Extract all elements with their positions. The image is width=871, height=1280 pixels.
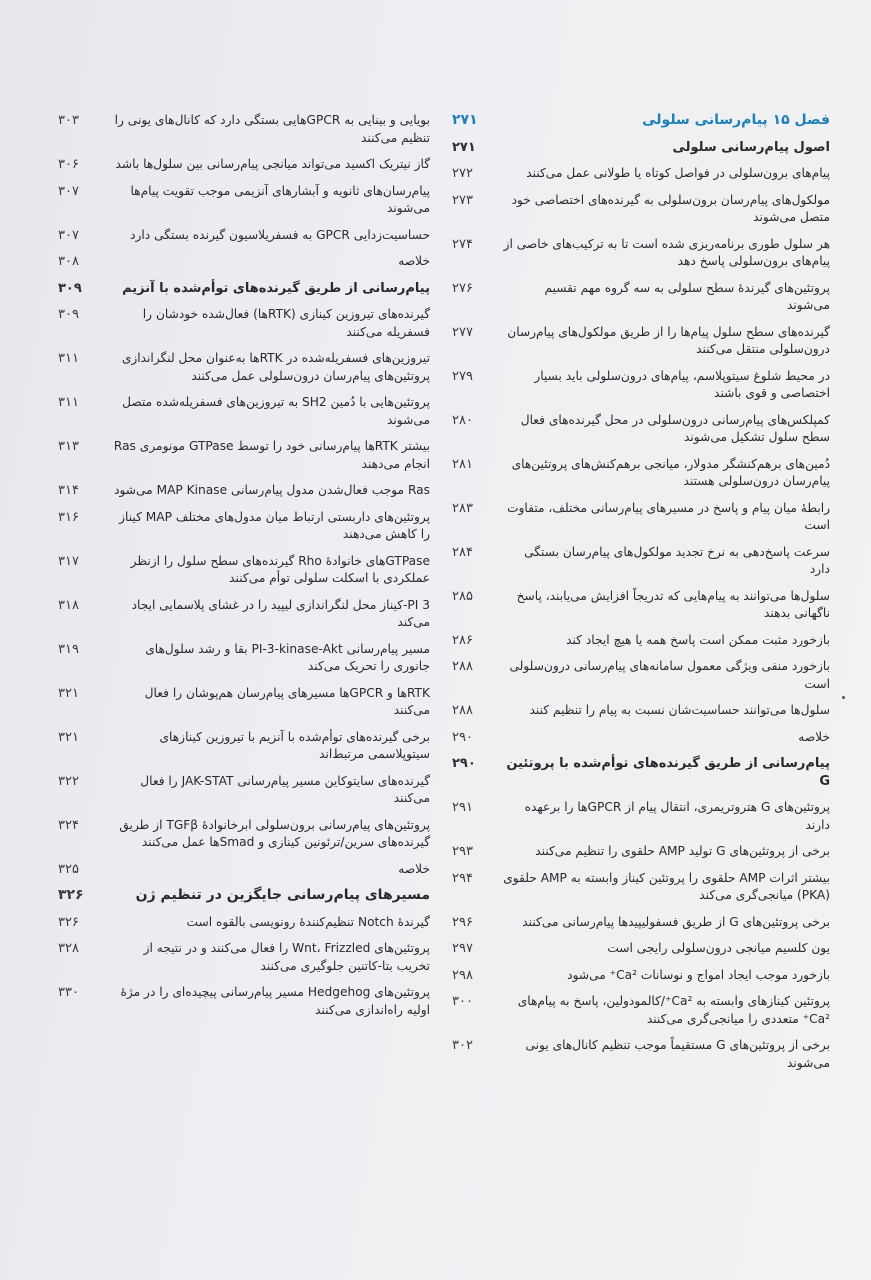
toc-page-number: ۲۹۸ <box>452 967 473 983</box>
toc-entry-title: سلول‌ها می‌توانند حساسیت‌شان نسبت به پیام را تنظیم کنند <box>529 703 830 717</box>
toc-page-number: ۳۱۷ <box>58 553 79 569</box>
toc-page-number: ۳۰۹ <box>58 307 79 322</box>
toc-page-number: ۲۷۱ <box>452 112 478 128</box>
toc-entry-title: مولکول‌های پیام‌رسان برون‌سلولی به گیرنده‌های اختصاصی خود متصل می‌شوند <box>511 192 830 224</box>
toc-entry <box>452 192 830 227</box>
toc-entry-title: پروتئین‌های گیرندهٔ سطح سلولی به سه گروه مهم تقسیم می‌شوند <box>544 280 830 312</box>
toc-entry <box>452 139 830 157</box>
toc-entry-title: حساسیت‌زدایی GPCR به فسفریلاسیون گیرنده بستگی دارد <box>130 227 430 242</box>
toc-page-number: ۲۸۱ <box>452 456 473 472</box>
toc-entry <box>58 597 430 632</box>
toc-entry <box>58 482 430 500</box>
toc-entry-title: پروتئین‌های G هتروتریمری، انتقال پیام از GPCRها را برعهده دارند <box>524 800 830 832</box>
toc-entry <box>452 632 830 650</box>
toc-page-number: ۳۰۹ <box>58 280 82 296</box>
toc-entry-title: رابطهٔ میان پیام و پاسخ در مسیرهای پیام‌رسانی مختلف، متفاوت است <box>507 500 830 532</box>
toc-entry <box>58 861 430 879</box>
toc-page-number: ۲۹۳ <box>452 844 473 859</box>
toc-entry-title: مسیرهای پیام‌رسانی جایگزین در تنظیم ژن <box>135 887 430 903</box>
toc-entry <box>58 227 430 245</box>
toc-page-number: ۳۱۶ <box>58 509 79 525</box>
toc-entry <box>452 368 830 403</box>
toc-entry <box>452 755 830 790</box>
toc-entry <box>452 280 830 315</box>
toc-page-number: ۳۱۱ <box>58 351 79 366</box>
toc-entry-title: بیشتر RTKها پیام‌رسانی خود را توسط GTPase مونومری Ras انجام می‌دهند <box>113 439 430 471</box>
toc-entry <box>58 438 430 473</box>
toc-entry <box>452 658 830 693</box>
toc-entry <box>58 183 430 218</box>
toc-entry-title: برخی از پروتئین‌های G مستقیماً موجب تنظیم کانال‌های یونی می‌شوند <box>525 1038 830 1070</box>
toc-entry-title: خلاصه <box>398 254 430 268</box>
toc-page-number: ۳۰۷ <box>58 227 79 243</box>
toc-page-number: ۳۲۸ <box>58 941 79 956</box>
toc-entry-title: سلول‌ها می‌توانند به پیام‌هایی که تدریجاً افزایش می‌یابند، پاسخ ناگهانی بدهند <box>516 588 830 620</box>
toc-entry-title: پروتئین‌های Wnt، Frizzled را فعال می‌کنند و در نتیجه از تخریب بتا-کاتنین جلوگیری می‌کنند <box>143 941 430 973</box>
toc-entry <box>452 236 830 271</box>
page-mark <box>842 696 845 699</box>
toc-entry-title: پروتئین کینازهای وابسته به Ca²⁺/کالمودولین، پاسخ به پیام‌های Ca²⁺ متعددی را میانجی‌گری می‌کنند <box>517 994 830 1026</box>
toc-page-number: ۲۷۷ <box>452 324 473 340</box>
toc-entry <box>452 914 830 932</box>
toc-page-number: ۲۸۰ <box>452 412 473 428</box>
toc-entry-title: پیام‌رسانی از طریق گیرنده‌های توأم‌شده با آنزیم <box>122 280 430 296</box>
toc-page-number: ۲۸۵ <box>452 588 473 604</box>
toc-entry <box>452 993 830 1028</box>
toc-entry-title: گاز نیتریک اکسید می‌تواند میانجی پیام‌رسانی بین سلول‌ها باشد <box>115 157 430 171</box>
toc-page-number: ۳۲۶ <box>58 887 84 903</box>
toc-entry <box>58 553 430 588</box>
toc-entry <box>452 588 830 623</box>
toc-page-number: ۲۸۸ <box>452 703 473 718</box>
toc-entry-title: پروتئین‌های پیام‌رسانی برون‌سلولی ابرخانوادهٔ TGFβ از طریق گیرنده‌های سرین/ترئونین کینازی و Smadها عمل می‌کنند <box>119 817 430 849</box>
toc-entry <box>58 887 430 905</box>
toc-entry-title: گیرندهٔ Notch تنظیم‌کنندهٔ رونویسی بالقوه است <box>186 914 430 929</box>
toc-page-number: ۲۸۸ <box>452 659 473 674</box>
toc-entry <box>452 799 830 834</box>
toc-entry <box>452 729 830 747</box>
toc-page-number: ۳۰۰ <box>452 994 473 1009</box>
toc-entry <box>452 1037 830 1072</box>
toc-page-number: ۳۱۴ <box>58 483 79 498</box>
toc-entry <box>452 940 830 958</box>
toc-entry <box>58 509 430 544</box>
toc-entry <box>58 729 430 764</box>
toc-entry <box>58 817 430 852</box>
toc-entry <box>452 165 830 183</box>
toc-page-number: ۳۲۶ <box>58 914 79 930</box>
toc-page-number: ۳۲۱ <box>58 685 79 701</box>
toc-entry-title: برخی از پروتئین‌های G تولید AMP حلقوی را تنظیم می‌کنند <box>535 844 830 858</box>
toc-entry-title: فصل ۱۵ پیام‌رسانی سلولی <box>642 112 830 128</box>
toc-entry-title: بازخورد مثبت ممکن است پاسخ همه یا هیچ ایجاد کند <box>566 632 830 647</box>
toc-entry-title: پروتئین‌هایی با دُمین SH2 به تیروزین‌های فسفریله‌شده متصل می‌شوند <box>122 395 430 427</box>
toc-entry-title: بازخورد موجب ایجاد امواج و نوسانات Ca²⁺ می‌شود <box>567 967 830 982</box>
toc-page-number: ۲۷۲ <box>452 166 473 181</box>
toc-page-number: ۳۲۲ <box>58 773 79 789</box>
toc-entry-title: GTPaseهای خانوادهٔ Rho گیرنده‌های سطح سلول را ازنظر عملکردی با اسکلت سلولی توأم می‌کنند <box>130 553 430 585</box>
toc-entry-title: دُمین‌های برهم‌کنشگر مدولار، میانجی برهم‌کنش‌های پروتئین‌های پیام‌رسان درون‌سلولی هستند <box>511 456 830 488</box>
toc-page-number: ۲۷۱ <box>452 139 476 155</box>
toc-entry <box>58 306 430 341</box>
toc-column-right <box>452 112 830 1081</box>
toc-entry-title: بازخورد منفی ویژگی معمول سامانه‌های پیام‌رسانی درون‌سلولی است <box>509 659 830 691</box>
toc-page-number: ۳۰۳ <box>58 113 79 128</box>
toc-entry-title: گیرنده‌های تیروزین کینازی (RTKها) فعال‌شده خودشان را فسفریله می‌کنند <box>142 307 430 339</box>
toc-entry-title: بویایی و بینایی به GPCRهایی بستگی دارد که کانال‌های یونی را تنظیم می‌کنند <box>114 113 430 145</box>
toc-entry <box>58 984 430 1019</box>
toc-entry-title: پیام‌رسانی از طریق گیرنده‌های توأم‌شده با پروتئین G <box>506 756 830 789</box>
toc-page-number: ۲۸۳ <box>452 500 473 516</box>
toc-entry <box>452 412 830 447</box>
toc-entry-title: Ras موجب فعال‌شدن مدول پیام‌رسانی MAP Kinase می‌شود <box>114 483 430 497</box>
toc-entry <box>452 112 830 130</box>
toc-page-number: ۲۷۴ <box>452 236 473 252</box>
toc-page-number: ۳۱۸ <box>58 597 79 613</box>
toc-page-number: ۲۹۰ <box>452 756 476 771</box>
toc-page-number: ۲۸۶ <box>452 632 473 648</box>
toc-entry-title: برخی پروتئین‌های G از طریق فسفولیپیدها پیام‌رسانی می‌کنند <box>522 914 830 929</box>
toc-entry-title: در محیط شلوغ سیتوپلاسم، پیام‌های درون‌سلولی باید بسیار اختصاصی و قوی باشند <box>534 368 830 400</box>
toc-page-number: ۳۰۲ <box>452 1038 473 1053</box>
toc-entry <box>452 456 830 491</box>
toc-page-number: ۳۲۱ <box>58 729 79 745</box>
toc-entry <box>452 324 830 359</box>
toc-entry-title: پروتئین‌های Hedgehog مسیر پیام‌رسانی پیچیده‌ای را در مژهٔ اولیه راه‌اندازی می‌کنند <box>120 985 430 1017</box>
toc-page-number: ۳۲۴ <box>58 817 79 833</box>
toc-entry-title: گیرنده‌های سطح سلول پیام‌ها را از طریق مولکول‌های پیام‌رسان درون‌سلولی منتقل می‌کنند <box>507 324 830 356</box>
toc-entry <box>58 641 430 676</box>
toc-page-number: ۳۱۱ <box>58 395 79 410</box>
toc-page-number: ۲۹۶ <box>452 914 473 930</box>
toc-entry-title: RTKها و GPCRها مسیرهای پیام‌رسان هم‌پوشان را فعال می‌کنند <box>144 685 430 717</box>
toc-page-number: ۳۱۳ <box>58 439 79 454</box>
toc-entry-title: تیروزین‌های فسفریله‌شده در RTKها به‌عنوان محل لنگراندازی پروتئین‌های پیام‌رسان درون‌سلولی عمل می‌کنند <box>121 351 430 383</box>
toc-entry-title: پروتئین‌های داربستی ارتباط میان مدول‌های مختلف MAP کیناز را کاهش می‌دهند <box>119 509 430 541</box>
toc-entry-title: پیام‌های برون‌سلولی در فواصل کوتاه یا طولانی عمل می‌کنند <box>526 166 830 180</box>
toc-entry-title: برخی گیرنده‌های توأم‌شده با آنزیم با تیروزین کینازهای سیتوپلاسمی مرتبط‌اند <box>159 729 430 761</box>
toc-entry-title: اصول پیام‌رسانی سلولی <box>672 139 830 155</box>
toc-page-number: ۳۱۹ <box>58 641 79 657</box>
toc-entry-title: خلاصه <box>798 729 830 744</box>
toc-entry-title: خلاصه <box>398 861 430 876</box>
toc-page-number: ۲۷۶ <box>452 280 473 296</box>
toc-page-number: ۲۹۰ <box>452 729 473 745</box>
toc-entry-title: هر سلول طوری برنامه‌ریزی شده است تا به ترکیب‌های خاصی از پیام‌های برون‌سلولی پاسخ دهد <box>503 236 830 268</box>
toc-entry-title: بیشتر اثرات AMP حلقوی را پروتئین کیناز وابسته به AMP حلقوی (PKA) میانجی‌گری می‌کند <box>503 870 830 902</box>
toc-page-number: ۲۹۴ <box>452 870 473 886</box>
toc-entry <box>58 394 430 429</box>
toc-entry <box>58 350 430 385</box>
toc-entry-title: PI 3-کیناز محل لنگراندازی لیپید را در غشای پلاسمایی ایجاد می‌کند <box>131 597 430 629</box>
toc-entry <box>452 702 830 720</box>
toc-entry-title: سرعت پاسخ‌دهی به نرخ تجدید مولکول‌های پیام‌رسان بستگی دارد <box>524 544 830 576</box>
toc-page-number: ۲۷۹ <box>452 368 473 384</box>
toc-entry-title: کمپلکس‌های پیام‌رسانی درون‌سلولی در محل گیرنده‌های فعال سطح سلول تشکیل می‌شوند <box>520 412 830 444</box>
toc-entry <box>58 773 430 808</box>
toc-entry-title: گیرنده‌های سایتوکاین مسیر پیام‌رسانی JAK-STAT را فعال می‌کنند <box>140 773 430 805</box>
toc-entry <box>58 940 430 975</box>
toc-page-number: ۳۳۰ <box>58 985 79 1000</box>
toc-page-number: ۲۹۱ <box>452 800 473 815</box>
toc-page-number: ۳۰۸ <box>58 254 79 269</box>
toc-entry <box>58 685 430 720</box>
toc-entry <box>452 544 830 579</box>
toc-column-left <box>58 112 430 1028</box>
toc-entry <box>452 967 830 985</box>
toc-page-number: ۳۰۷ <box>58 183 79 199</box>
toc-page-number: ۳۲۵ <box>58 861 79 877</box>
toc-entry <box>58 280 430 298</box>
toc-entry <box>452 870 830 905</box>
toc-entry-title: یون کلسیم میانجی درون‌سلولی رایجی است <box>607 941 830 955</box>
toc-entry <box>58 914 430 932</box>
toc-entry <box>58 156 430 174</box>
toc-entry <box>452 843 830 861</box>
toc-page-number: ۳۰۶ <box>58 157 79 172</box>
toc-page-number: ۲۸۴ <box>452 544 473 560</box>
toc-entry <box>58 253 430 271</box>
toc-page-number: ۲۷۳ <box>452 192 473 208</box>
toc-page-number: ۲۹۷ <box>452 941 473 956</box>
toc-entry <box>58 112 430 147</box>
toc-entry-title: مسیر پیام‌رسانی PI-3-kinase-Akt بقا و رشد سلول‌های جانوری را تحریک می‌کند <box>145 641 430 673</box>
toc-entry-title: پیام‌رسان‌های ثانویه و آبشارهای آنزیمی موجب تقویت پیام‌ها می‌شوند <box>130 183 430 215</box>
toc-entry <box>452 500 830 535</box>
